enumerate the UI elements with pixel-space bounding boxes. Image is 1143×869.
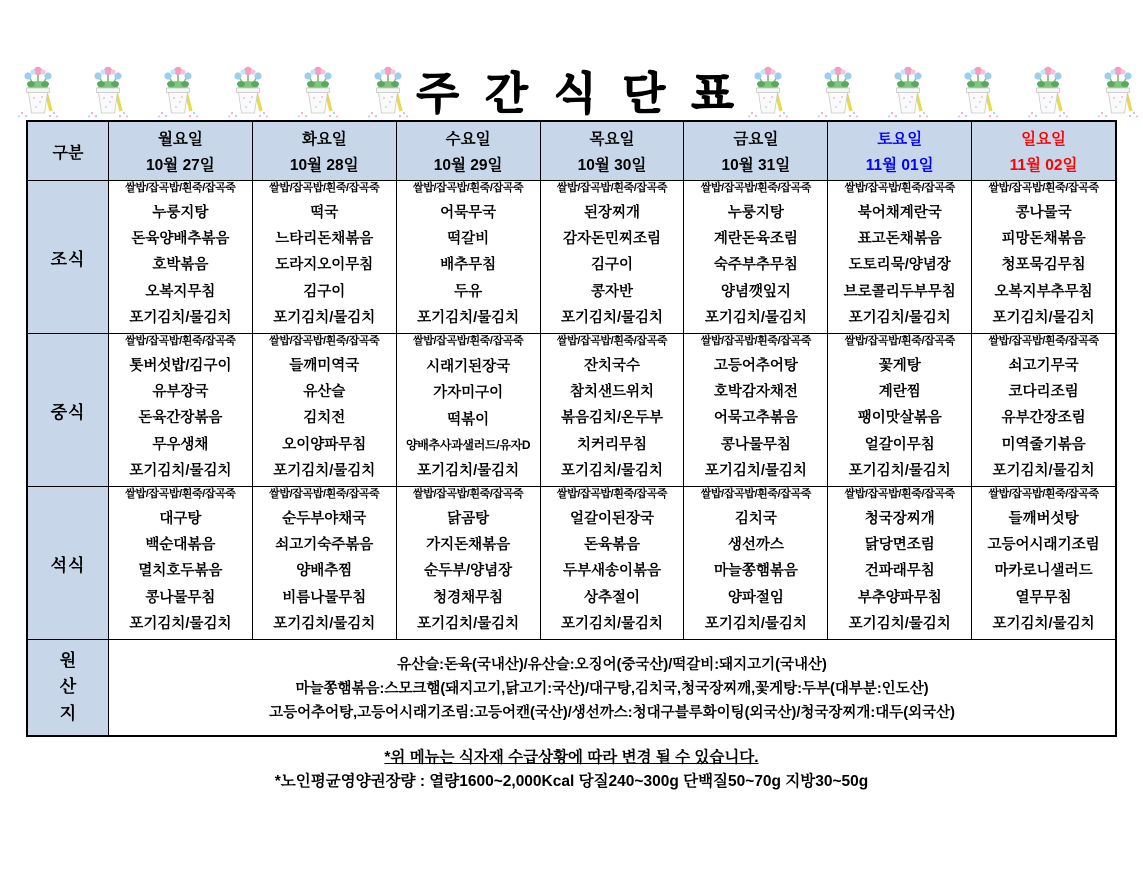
origin-label-char: 원 <box>59 650 77 670</box>
menu-item: 누룽지탕 <box>727 204 784 221</box>
menu-item: 표고돈채볶음 <box>857 231 942 248</box>
menu-item: 들깨버섯탕 <box>1008 510 1079 527</box>
menu-item: 오이양파무침 <box>282 436 367 453</box>
menu-item: 쇠고기무국 <box>1008 357 1079 374</box>
weekly-menu-table <box>26 120 1117 737</box>
menu-item: 쌀밥/잡곡밥/흰죽/잡곡죽 <box>844 182 955 194</box>
day-header-1 <box>252 122 396 180</box>
menu-item: 마카로니샐러드 <box>994 563 1093 580</box>
origin-label-char: 지 <box>59 703 77 723</box>
menu-item: 쌀밥/잡곡밥/흰죽/잡곡죽 <box>844 488 955 500</box>
menu-item: 포기김치/물김치 <box>704 462 807 479</box>
menu-cell <box>971 487 1115 639</box>
menu-cell <box>540 334 684 486</box>
day-header-3 <box>540 122 684 180</box>
menu-item: 쌀밥/잡곡밥/흰죽/잡곡죽 <box>988 335 1099 347</box>
day-header-2 <box>396 122 540 180</box>
day-date: 10월 29일 <box>433 156 503 174</box>
menu-item: 포기김치/물김치 <box>129 615 232 632</box>
day-name: 목요일 <box>589 131 635 149</box>
menu-cell <box>108 334 252 486</box>
menu-item: 어묵무국 <box>440 204 497 221</box>
origin-line: 고등어추어탕,고등어시래기조림:고등어캔(국산)/생선까스:청대구블루화이팅(외국산)/청국장찌개:대두(외국산) <box>269 705 955 721</box>
menu-item: 숙주부추무침 <box>713 257 798 274</box>
menu-item: 포기김치/물김치 <box>848 309 951 326</box>
menu-item: 콩나물무침 <box>720 436 791 453</box>
day-name: 금요일 <box>733 131 779 149</box>
menu-item: 포기김치/물김치 <box>560 462 664 479</box>
menu-item: 고등어시래기조림 <box>987 537 1100 554</box>
menu-item: 얼갈이무침 <box>864 436 935 453</box>
menu-cell <box>971 181 1115 333</box>
menu-item: 떡볶이 <box>447 412 490 429</box>
menu-item: 김구이 <box>303 283 346 300</box>
menu-cell <box>252 334 396 486</box>
menu-item: 김치전 <box>303 410 346 427</box>
day-name: 수요일 <box>445 131 491 149</box>
menu-item: 코다리조림 <box>1008 384 1079 401</box>
menu-item: 돈육간장볶음 <box>138 410 223 427</box>
menu-item: 팽이맛살볶음 <box>857 410 942 427</box>
menu-item: 포기김치/물김치 <box>129 462 232 479</box>
menu-item: 두유 <box>454 283 483 300</box>
menu-item: 호박감자채전 <box>713 384 798 401</box>
flower-pot-icon <box>296 64 340 118</box>
menu-item: 호박볶음 <box>152 257 209 274</box>
menu-item: 순두부야채국 <box>282 510 367 527</box>
menu-item: 잔치국수 <box>583 357 640 374</box>
menu-cell <box>540 181 684 333</box>
menu-item: 포기김치/물김치 <box>560 309 664 326</box>
menu-item: 상추절이 <box>583 589 640 606</box>
menu-item: 배추무침 <box>440 257 497 274</box>
day-name: 월요일 <box>157 131 203 149</box>
menu-item: 청국장찌개 <box>864 510 935 527</box>
menu-item: 포기김치/물김치 <box>992 615 1095 632</box>
day-date: 10월 30일 <box>577 156 647 174</box>
menu-item: 피망돈채볶음 <box>1001 231 1086 248</box>
menu-item: 쌀밥/잡곡밥/흰죽/잡곡죽 <box>556 488 668 500</box>
menu-cell <box>827 334 971 486</box>
menu-cell <box>396 181 540 333</box>
menu-item: 콩자반 <box>590 283 633 300</box>
menu-item: 열무무침 <box>1015 589 1072 606</box>
menu-item: 콩나물국 <box>1015 204 1072 221</box>
menu-cell <box>683 334 827 486</box>
flower-pot-icon <box>746 64 790 118</box>
menu-cell <box>683 487 827 639</box>
menu-item: 대구탕 <box>159 510 202 527</box>
menu-item: 포기김치/물김치 <box>273 462 376 479</box>
menu-item: 콩나물무침 <box>145 589 216 606</box>
menu-item: 마늘쫑햄볶음 <box>713 563 798 580</box>
menu-item: 두부새송이볶음 <box>562 563 662 580</box>
meal-label-0: 조식 <box>28 181 108 333</box>
menu-item: 참치샌드위치 <box>569 384 655 401</box>
menu-item: 누룽지탕 <box>152 204 209 221</box>
flower-pot-icon <box>16 64 60 118</box>
day-date: 10월 27일 <box>146 156 215 174</box>
menu-item: 쌀밥/잡곡밥/흰죽/잡곡죽 <box>700 488 811 500</box>
menu-cell <box>252 181 396 333</box>
menu-item: 쌀밥/잡곡밥/흰죽/잡곡죽 <box>844 335 955 347</box>
day-name: 토요일 <box>877 131 923 149</box>
menu-item: 닭곰탕 <box>447 510 490 527</box>
day-date: 11월 01일 <box>865 156 934 174</box>
decorative-header-band <box>0 58 1143 118</box>
menu-item: 김구이 <box>590 257 633 274</box>
day-date: 10월 28일 <box>289 156 359 174</box>
day-header-4 <box>683 122 827 180</box>
flower-pot-icon <box>1026 64 1070 118</box>
menu-item: 얼갈이된장국 <box>569 510 655 527</box>
menu-item: 양배추사과샐러드/유자D <box>405 438 531 453</box>
menu-cell <box>396 334 540 486</box>
menu-item: 포기김치/물김치 <box>992 462 1095 479</box>
menu-cell <box>108 181 252 333</box>
menu-item: 포기김치/물김치 <box>417 309 520 326</box>
menu-item: 포기김치/물김치 <box>417 615 520 632</box>
menu-cell <box>108 487 252 639</box>
menu-item: 포기김치/물김치 <box>560 615 664 632</box>
menu-item: 비름나물무침 <box>282 589 367 606</box>
menu-item: 가자미구이 <box>433 385 504 402</box>
menu-item: 쌀밥/잡곡밥/흰죽/잡곡죽 <box>700 182 811 194</box>
menu-item: 느타리돈채볶음 <box>275 231 374 248</box>
footer-note-nutrition: *노인평균영양권장량 : 열량1600~2,000Kcal 당질240~300g 단백질50~70g 지방30~50g <box>274 773 869 791</box>
day-header-6 <box>971 122 1115 180</box>
menu-item: 쌀밥/잡곡밥/흰죽/잡곡죽 <box>269 335 380 347</box>
footer-notes <box>0 746 1143 794</box>
flower-pot-icon <box>956 64 1000 118</box>
menu-item: 포기김치/물김치 <box>992 309 1095 326</box>
flower-pot-icon <box>156 64 200 118</box>
menu-item: 쌀밥/잡곡밥/흰죽/잡곡죽 <box>413 182 524 194</box>
flower-pot-icon <box>366 64 410 118</box>
day-name: 일요일 <box>1021 131 1067 149</box>
menu-item: 돈육양배추볶음 <box>131 231 230 248</box>
menu-item: 쌀밥/잡곡밥/흰죽/잡곡죽 <box>413 335 524 347</box>
menu-item: 포기김치/물김치 <box>704 615 807 632</box>
menu-item: 쌀밥/잡곡밥/흰죽/잡곡죽 <box>125 488 236 500</box>
menu-item: 쌀밥/잡곡밥/흰죽/잡곡죽 <box>556 335 668 347</box>
menu-cell <box>683 181 827 333</box>
menu-item: 순두부/양념장 <box>424 563 513 580</box>
menu-item: 김치국 <box>734 510 777 527</box>
menu-cell <box>827 181 971 333</box>
menu-item: 양념깻잎지 <box>720 283 791 300</box>
menu-item: 쌀밥/잡곡밥/흰죽/잡곡죽 <box>700 335 811 347</box>
menu-item: 쌀밥/잡곡밥/흰죽/잡곡죽 <box>269 182 380 194</box>
menu-item: 닭당면조림 <box>864 537 935 554</box>
menu-item: 유부장국 <box>152 384 209 401</box>
menu-item: 쌀밥/잡곡밥/흰죽/잡곡죽 <box>413 488 524 500</box>
origin-label <box>28 640 108 735</box>
corner-label: 구분 <box>28 122 108 180</box>
table-header-row <box>28 122 1115 180</box>
menu-item: 고등어추어탕 <box>713 357 798 374</box>
menu-item: 치커리무침 <box>576 436 648 453</box>
menu-item: 된장찌개 <box>583 204 640 221</box>
meal-row-2 <box>28 486 1115 639</box>
menu-item: 도라지오이무침 <box>275 257 374 274</box>
menu-item: 포기김치/물김치 <box>273 615 376 632</box>
menu-item: 백순대볶음 <box>145 537 216 554</box>
menu-cell <box>540 487 684 639</box>
day-header-5 <box>827 122 971 180</box>
origin-label-char: 산 <box>59 677 77 697</box>
menu-cell <box>827 487 971 639</box>
menu-item: 오복지부추무침 <box>994 283 1093 300</box>
menu-item: 돈육볶음 <box>583 537 640 554</box>
menu-cell <box>971 334 1115 486</box>
menu-item: 포기김치/물김치 <box>848 462 951 479</box>
menu-item: 시래기된장국 <box>426 358 511 375</box>
menu-cell <box>396 487 540 639</box>
meal-row-1 <box>28 333 1115 486</box>
flower-pots-left <box>16 64 410 118</box>
menu-item: 가지돈채볶음 <box>426 537 511 554</box>
origin-line: 마늘쫑햄볶음:스모크햄(돼지고기,닭고기:국산)/대구탕,김치국,청국장찌깨,꽃게탕:두부(대부분:인도산) <box>295 681 929 697</box>
day-date: 11월 02일 <box>1009 156 1078 174</box>
origin-row <box>28 639 1115 735</box>
menu-item: 오복지무침 <box>145 283 216 300</box>
menu-item: 쌀밥/잡곡밥/흰죽/잡곡죽 <box>125 335 236 347</box>
menu-item: 쇠고기숙주볶음 <box>275 537 374 554</box>
origin-line: 유산슬:돈육(국내산)/유산슬:오징어(중국산)/떡갈비:돼지고기(국내산) <box>397 657 827 673</box>
menu-item: 쌀밥/잡곡밥/흰죽/잡곡죽 <box>556 182 668 194</box>
menu-item: 쌀밥/잡곡밥/흰죽/잡곡죽 <box>988 182 1099 194</box>
day-name: 화요일 <box>301 131 347 149</box>
flower-pot-icon <box>886 64 930 118</box>
menu-item: 계란돈육조림 <box>713 231 798 248</box>
flower-pot-icon <box>816 64 860 118</box>
menu-item: 포기김치/물김치 <box>273 309 376 326</box>
menu-item: 유산슬 <box>303 384 346 401</box>
meal-label-2: 석식 <box>28 487 108 639</box>
day-date: 10월 31일 <box>721 156 791 174</box>
meal-row-0 <box>28 180 1115 333</box>
menu-item: 양파절임 <box>727 589 784 606</box>
menu-cell <box>252 487 396 639</box>
menu-item: 도토리묵/양념장 <box>848 257 951 274</box>
menu-item: 포기김치/물김치 <box>129 309 232 326</box>
menu-item: 미역줄기볶음 <box>1001 436 1086 453</box>
menu-item: 청포묵김무침 <box>1001 257 1086 274</box>
menu-item: 톳버섯밥/김구이 <box>129 357 232 374</box>
menu-item: 양배추찜 <box>296 563 353 580</box>
menu-item: 쌀밥/잡곡밥/흰죽/잡곡죽 <box>988 488 1099 500</box>
menu-item: 포기김치/물김치 <box>848 615 951 632</box>
menu-item: 감자돈민찌조림 <box>562 231 662 248</box>
menu-item: 브로콜리두부무침 <box>843 283 956 300</box>
menu-item: 꽃게탕 <box>878 357 921 374</box>
flower-pot-icon <box>226 64 270 118</box>
menu-item: 청경채무침 <box>433 589 504 606</box>
page-title: 주 간 식 단 표 <box>416 69 741 118</box>
menu-item: 북어채계란국 <box>857 204 942 221</box>
menu-item: 어묵고추볶음 <box>713 410 798 427</box>
menu-item: 건파래무침 <box>864 563 935 580</box>
menu-item: 떡국 <box>310 204 339 221</box>
day-header-0 <box>108 122 252 180</box>
menu-item: 계란찜 <box>878 384 921 401</box>
menu-item: 들깨미역국 <box>289 357 360 374</box>
meal-label-1: 중식 <box>28 334 108 486</box>
menu-item: 볶음김치/온두부 <box>560 410 664 427</box>
menu-item: 떡갈비 <box>447 231 490 248</box>
menu-item: 생선까스 <box>727 537 784 554</box>
menu-item: 부추양파무침 <box>857 589 942 606</box>
menu-item: 쌀밥/잡곡밥/흰죽/잡곡죽 <box>269 488 380 500</box>
footer-note-menu-change: *위 메뉴는 식자재 수급상황에 따라 변경 될 수 있습니다. <box>384 749 759 766</box>
origin-content <box>108 640 1115 735</box>
flower-pots-right <box>746 64 1140 118</box>
menu-item: 유부간장조림 <box>1001 410 1086 427</box>
menu-item: 멸치호두볶음 <box>138 563 223 580</box>
menu-item: 포기김치/물김치 <box>704 309 807 326</box>
menu-item: 쌀밥/잡곡밥/흰죽/잡곡죽 <box>125 182 236 194</box>
flower-pot-icon <box>1096 64 1140 118</box>
flower-pot-icon <box>86 64 130 118</box>
menu-item: 무우생채 <box>152 436 209 453</box>
menu-item: 포기김치/물김치 <box>417 462 520 479</box>
